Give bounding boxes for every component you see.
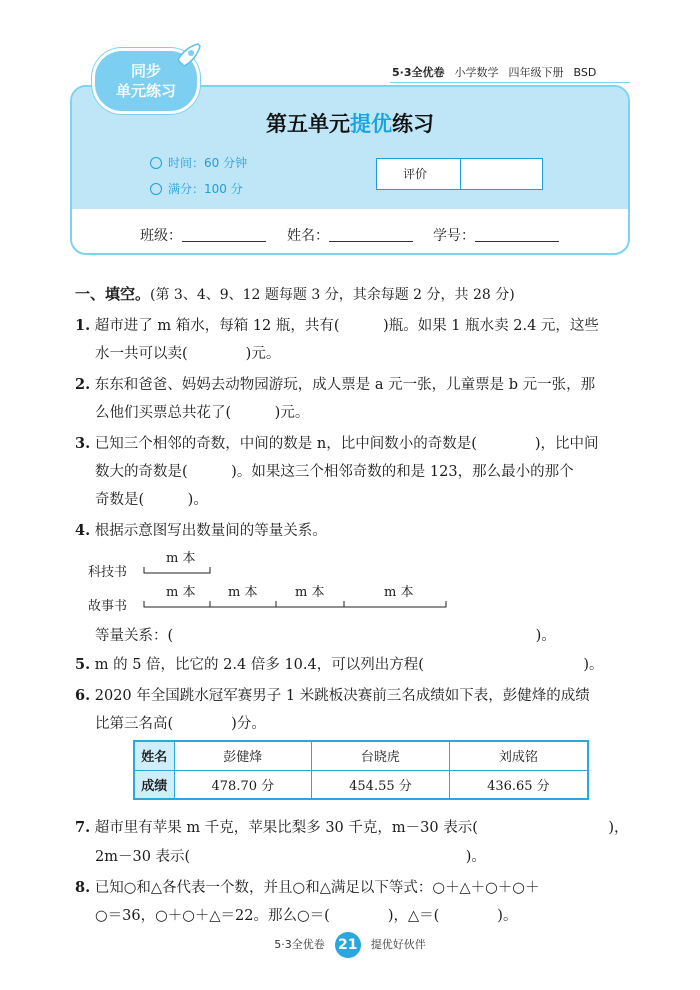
question-1-line-1 — [75, 314, 599, 335]
eval-field[interactable] — [461, 159, 542, 189]
table-header: 成绩 — [134, 770, 174, 799]
question-number: 6. — [75, 687, 91, 704]
question-4-line-1 — [75, 519, 327, 540]
story-segment-2-label: m 本 — [228, 585, 258, 600]
score-table — [133, 740, 589, 800]
evaluation-box — [376, 158, 543, 190]
question-number: 1. — [75, 317, 91, 334]
question-number: 3. — [75, 435, 91, 452]
section-heading — [75, 283, 515, 304]
section-title: 一、填空。 — [75, 285, 151, 303]
table-cell: 彭健烽 — [174, 741, 312, 770]
footer-slogan: 提优好伙伴 — [370, 938, 426, 951]
question-text: 超市进了 m 箱水，每箱 12 瓶，共有( )瓶。如果 1 瓶水卖 2.4 元，这些 — [94, 318, 599, 334]
title-part-1: 第五单元 — [266, 112, 350, 136]
question-number: 7. — [75, 819, 91, 836]
question-text: 超市里有苹果 m 千克，苹果比梨多 30 千克，m－30 表示( )， — [94, 820, 629, 836]
rocket-icon — [168, 40, 204, 76]
question-7-line-1 — [75, 816, 629, 837]
question-number: 2. — [75, 376, 91, 393]
page-footer — [0, 932, 700, 958]
segment-lines — [88, 545, 488, 615]
class-field[interactable] — [140, 225, 266, 245]
book-info-bar — [392, 64, 596, 80]
question-number: 5. — [75, 656, 91, 673]
question-6-line-1 — [75, 684, 590, 705]
question-5-line-1 — [75, 653, 604, 674]
table-header: 姓名 — [134, 741, 174, 770]
story-segment — [144, 601, 446, 607]
eval-label: 评价 — [377, 159, 461, 189]
title-part-2: 练习 — [392, 112, 434, 136]
time-info — [150, 154, 247, 171]
tech-segment — [144, 567, 210, 573]
story-segment-4-label: m 本 — [384, 585, 414, 600]
question-3-line-1 — [75, 432, 599, 453]
question-text: 2020 年全国跳水冠军赛男子 1 米跳板决赛前三名成绩如下表，彭健烽的成绩 — [94, 688, 590, 704]
clock-icon — [150, 157, 162, 169]
question-8-line-1 — [75, 876, 539, 897]
score-text: 满分：100 分 — [168, 182, 243, 196]
question-text: 2m－30 表示( )。 — [95, 849, 486, 865]
question-text: 比第三名高( )分。 — [95, 716, 266, 732]
question-text: 水一共可以卖( )元。 — [95, 346, 281, 362]
story-segment-3-label: m 本 — [295, 585, 325, 600]
table-cell: 刘成铭 — [449, 741, 588, 770]
question-text: m 的 5 倍，比它的 2.4 倍多 10.4，可以列出方程( )。 — [94, 657, 604, 673]
story-ticks — [210, 601, 344, 607]
question-text: ○＝36，○＋○＋△＝22。那么○＝( )，△＝( )。 — [95, 908, 518, 924]
table-cell: 436.65 分 — [449, 770, 588, 799]
subject-name: 小学数学 — [454, 66, 499, 79]
student-id-field[interactable] — [433, 225, 559, 245]
question-text: 已知三个相邻的奇数，中间的数是 n，比中间数小的奇数是( )，比中间 — [94, 436, 599, 452]
class-label: 班级： — [140, 228, 182, 244]
question-text: 数大的奇数是( )。如果这三个相邻奇数的和是 123，那么最小的那个 — [95, 464, 574, 480]
question-number: 4. — [75, 522, 91, 539]
question-text: 根据示意图写出数量间的等量关系。 — [94, 523, 327, 539]
book-info-divider — [390, 82, 630, 83]
story-book-label: 故事书 — [88, 599, 128, 614]
check-circle-icon — [150, 183, 162, 195]
id-blank[interactable] — [475, 228, 559, 242]
question-text: 么他们买票总共花了( )元。 — [95, 405, 310, 421]
table-cell: 台晓虎 — [312, 741, 450, 770]
question-3-line-2 — [95, 460, 574, 481]
name-blank[interactable] — [329, 228, 413, 242]
title-highlight: 提优 — [350, 112, 392, 136]
page-title — [0, 108, 700, 138]
story-segment-1-label: m 本 — [166, 585, 196, 600]
time-text: 时间：60 分钟 — [168, 156, 248, 170]
question-text: 已知○和△各代表一个数，并且○和△满足以下等式：○＋△＋○＋○＋ — [94, 880, 540, 896]
tag-line-1: 同步 — [130, 62, 161, 80]
id-label: 学号： — [433, 228, 475, 244]
question-2-line-2 — [95, 401, 309, 422]
line-segment-diagram — [88, 545, 488, 615]
page-number: 21 — [335, 932, 361, 958]
edition-code: BSD — [573, 66, 597, 79]
class-blank[interactable] — [182, 228, 266, 242]
name-field[interactable] — [287, 225, 413, 245]
question-3-line-3 — [95, 488, 208, 509]
section-note: (第 3、4、9、12 题每题 3 分，其余每题 2 分，共 28 分) — [150, 287, 515, 303]
table-cell: 454.55 分 — [312, 770, 450, 799]
question-1-line-2 — [95, 342, 280, 363]
question-number: 8. — [75, 879, 91, 896]
question-text: 等量关系：( )。 — [95, 628, 556, 644]
question-7-line-2 — [95, 845, 486, 866]
name-label: 姓名： — [287, 228, 329, 244]
question-8-line-2 — [95, 904, 517, 925]
table-row — [134, 741, 588, 770]
tag-line-2: 单元练习 — [115, 82, 176, 100]
table-cell: 478.70 分 — [174, 770, 312, 799]
question-4-relation — [95, 624, 556, 645]
tech-segment-label: m 本 — [166, 551, 196, 566]
question-text: 东东和爸爸、妈妈去动物园游玩，成人票是 a 元一张，儿童票是 b 元一张，那 — [94, 377, 596, 393]
question-text: 奇数是( )。 — [95, 492, 208, 508]
series-name: 5·3全优卷 — [392, 66, 445, 79]
footer-series: 5·3全优卷 — [274, 938, 325, 951]
score-info — [150, 180, 243, 197]
question-6-line-2 — [95, 712, 266, 733]
question-2-line-1 — [75, 373, 595, 394]
grade-name: 四年级下册 — [508, 66, 564, 79]
tech-book-label: 科技书 — [88, 565, 128, 580]
table-row — [134, 770, 588, 799]
